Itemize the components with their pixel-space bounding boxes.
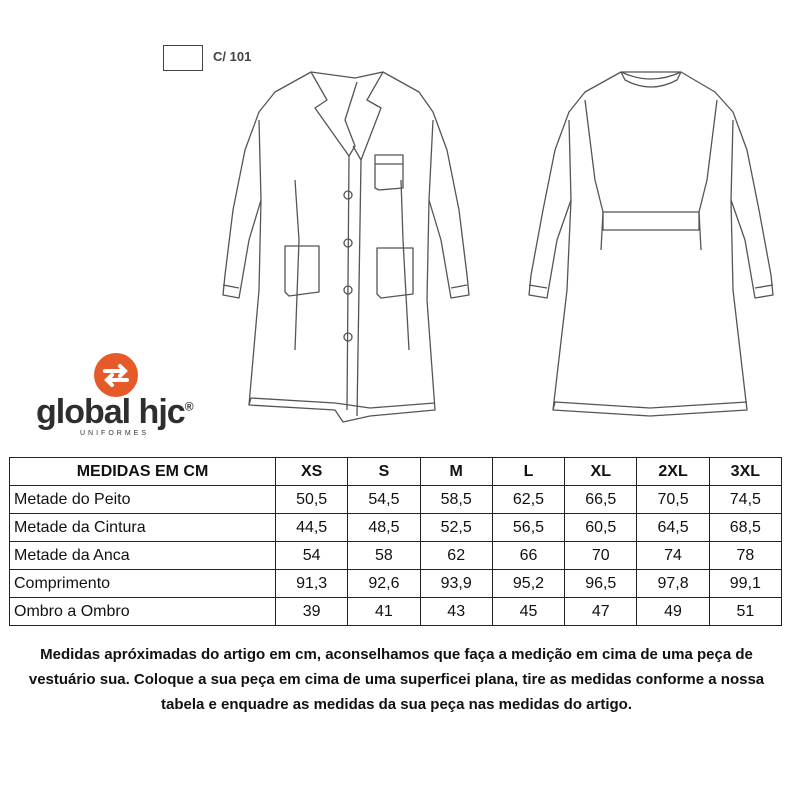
table-cell: 51 xyxy=(709,598,781,626)
table-cell: 58 xyxy=(348,542,420,570)
row-label: Comprimento xyxy=(10,570,276,598)
table-cell: 70 xyxy=(565,542,637,570)
table-row xyxy=(10,570,782,598)
table-header-row xyxy=(10,458,782,486)
table-cell: 96,5 xyxy=(565,570,637,598)
table-cell: 47 xyxy=(565,598,637,626)
table-row xyxy=(10,598,782,626)
size-chart-table xyxy=(9,457,782,626)
table-row xyxy=(10,486,782,514)
size-header: 2XL xyxy=(637,458,709,486)
table-row xyxy=(10,542,782,570)
table-cell: 39 xyxy=(276,598,348,626)
size-header: L xyxy=(492,458,564,486)
table-cell: 66 xyxy=(492,542,564,570)
logo-arrows-icon xyxy=(94,353,138,397)
brand-logo xyxy=(30,345,210,440)
table-cell: 97,8 xyxy=(637,570,709,598)
table-cell: 60,5 xyxy=(565,514,637,542)
table-row xyxy=(10,514,782,542)
table-cell: 44,5 xyxy=(276,514,348,542)
table-header-label: MEDIDAS EM CM xyxy=(10,458,276,486)
table-cell: 68,5 xyxy=(709,514,781,542)
brand-name: global hjc® xyxy=(36,393,193,431)
table-cell: 92,6 xyxy=(348,570,420,598)
table-cell: 54,5 xyxy=(348,486,420,514)
table-cell: 58,5 xyxy=(420,486,492,514)
row-label: Metade do Peito xyxy=(10,486,276,514)
size-header: M xyxy=(420,458,492,486)
measurement-note: Medidas apróximadas do artigo em cm, aconselhamos que faça a medição em cima de uma peça de vestuário sua. Coloque a sua peça em cima de uma superficei plana, tire as medidas conforme a nossa tabela e enquadre as medidas da sua peça nas medidas do artigo. xyxy=(28,646,765,713)
color-swatch-box xyxy=(163,45,203,71)
table-cell: 43 xyxy=(420,598,492,626)
table-cell: 99,1 xyxy=(709,570,781,598)
table-cell: 56,5 xyxy=(492,514,564,542)
size-header: 3XL xyxy=(709,458,781,486)
table-cell: 78 xyxy=(709,542,781,570)
coat-front-drawing xyxy=(215,60,493,434)
table-cell: 70,5 xyxy=(637,486,709,514)
table-cell: 48,5 xyxy=(348,514,420,542)
table-cell: 62 xyxy=(420,542,492,570)
row-label: Ombro a Ombro xyxy=(10,598,276,626)
size-header: XL xyxy=(565,458,637,486)
table-cell: 52,5 xyxy=(420,514,492,542)
table-cell: 64,5 xyxy=(637,514,709,542)
table-cell: 41 xyxy=(348,598,420,626)
table-cell: 95,2 xyxy=(492,570,564,598)
row-label: Metade da Anca xyxy=(10,542,276,570)
table-cell: 91,3 xyxy=(276,570,348,598)
brand-subtitle: UNIFORMES xyxy=(80,430,149,437)
table-cell: 54 xyxy=(276,542,348,570)
table-cell: 74 xyxy=(637,542,709,570)
table-cell: 62,5 xyxy=(492,486,564,514)
size-header: S xyxy=(348,458,420,486)
table-cell: 45 xyxy=(492,598,564,626)
size-header: XS xyxy=(276,458,348,486)
table-cell: 49 xyxy=(637,598,709,626)
table-cell: 93,9 xyxy=(420,570,492,598)
row-label: Metade da Cintura xyxy=(10,514,276,542)
table-cell: 50,5 xyxy=(276,486,348,514)
model-code: C/ 101 xyxy=(213,49,252,64)
table-cell: 74,5 xyxy=(709,486,781,514)
table-cell: 66,5 xyxy=(565,486,637,514)
coat-back-drawing xyxy=(525,60,780,434)
